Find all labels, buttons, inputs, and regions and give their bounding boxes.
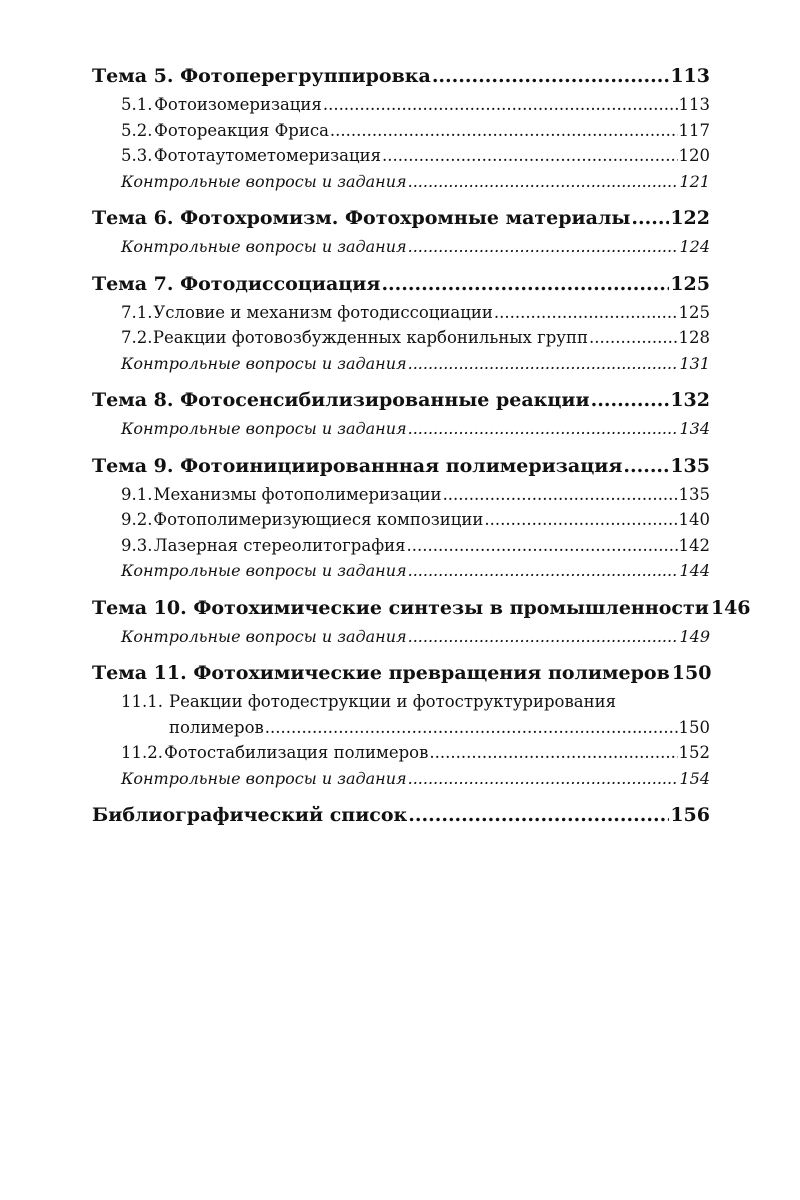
toc-page-number: 113 <box>670 65 710 87</box>
toc-review-questions[interactable] <box>92 766 710 792</box>
dot-leader <box>408 351 679 377</box>
toc-subitem-title: Контрольные вопросы и задания <box>121 561 407 580</box>
toc-topic-title: Тема 6. Фотохромизм. Фотохромные материалы <box>92 207 631 229</box>
dot-leader <box>408 234 679 260</box>
toc-topic-title: Библиографический список <box>92 804 408 826</box>
toc-topic-heading[interactable] <box>92 202 710 234</box>
toc-subitem[interactable] <box>92 533 710 559</box>
toc-subitem-number: 9.3. <box>121 535 153 555</box>
dot-leader <box>589 325 678 351</box>
toc-page-number: 140 <box>678 510 710 529</box>
toc-page-number: 150 <box>671 662 712 684</box>
toc-review-questions[interactable] <box>92 169 710 195</box>
toc-subitem-number: 7.2. <box>121 328 153 347</box>
toc-subitem-number: 11.1. <box>121 692 163 711</box>
toc-page-number: 149 <box>679 626 710 646</box>
toc-page-number: 134 <box>679 419 710 438</box>
dot-leader <box>623 450 669 482</box>
dot-leader <box>407 533 678 559</box>
dot-leader <box>631 202 669 234</box>
dot-leader <box>408 558 679 584</box>
toc-topic-heading[interactable] <box>92 450 710 482</box>
toc-topic-heading[interactable] <box>92 60 710 92</box>
toc-review-questions[interactable] <box>92 351 710 377</box>
toc-page-number: 113 <box>678 95 710 114</box>
toc-topic-title: Тема 11. Фотохимические превращения полимеров <box>92 662 670 684</box>
toc-page-number: 152 <box>678 743 710 762</box>
toc-subitem-title: Реакции фотовозбужденных карбонильных групп <box>152 328 588 347</box>
toc-subitem-number: 11.2. <box>121 743 163 762</box>
toc-subitem-title: Реакции фотодеструкции и фотоструктурирования <box>168 692 617 711</box>
toc-page-number: 154 <box>679 768 710 788</box>
toc-topic-heading[interactable] <box>92 799 710 831</box>
dot-leader <box>408 624 679 650</box>
toc-page-number: 132 <box>670 389 710 411</box>
toc-subitem-title: Контрольные вопросы и задания <box>121 419 407 438</box>
toc-subitem-number: 5.2. <box>121 120 153 140</box>
toc-page-number: 150 <box>678 717 710 737</box>
dot-leader <box>494 300 678 326</box>
toc-page-number: 121 <box>679 171 710 191</box>
toc-topic-heading[interactable] <box>92 384 710 416</box>
toc-page-number: 156 <box>670 804 710 826</box>
toc-page-number: 117 <box>678 120 710 140</box>
dot-leader <box>330 118 678 144</box>
toc-subitem[interactable] <box>92 118 710 144</box>
toc-subitem-title: Контрольные вопросы и задания <box>121 237 407 256</box>
toc-subitem-number: 5.3. <box>121 146 153 165</box>
toc-page-number: 128 <box>678 328 710 347</box>
toc-subitem-number: 5.1. <box>121 95 153 114</box>
toc-page-number: 135 <box>670 454 710 477</box>
toc-subitem-title: Условие и механизм фотодиссоциации <box>153 302 493 322</box>
toc-subitem-title: Фотостабилизация полимеров <box>164 743 429 762</box>
toc-topic-heading[interactable] <box>92 268 710 300</box>
dot-leader <box>265 715 678 741</box>
toc-review-questions[interactable] <box>92 624 710 650</box>
dot-leader <box>408 416 679 442</box>
toc-subitem-title: Контрольные вопросы и задания <box>121 768 407 788</box>
toc-subitem[interactable] <box>92 482 710 508</box>
toc-review-questions[interactable] <box>92 558 710 584</box>
dot-leader <box>443 482 678 508</box>
toc-review-questions[interactable] <box>92 234 710 260</box>
dot-leader <box>323 92 678 118</box>
toc-subitem[interactable] <box>92 740 710 766</box>
dot-leader <box>382 143 677 169</box>
toc-subitem-title: Контрольные вопросы и задания <box>121 626 407 646</box>
toc-subitem[interactable] <box>92 92 710 118</box>
toc-topic-title: Тема 7. Фотодиссоциация <box>92 272 381 295</box>
toc-subitem-number: 7.1. <box>121 302 153 322</box>
toc-subitem[interactable] <box>92 507 710 533</box>
toc-subitem[interactable] <box>92 689 710 715</box>
toc-page-number: 125 <box>670 272 710 295</box>
toc-subitem-continuation[interactable] <box>92 715 710 741</box>
toc-subitem-title: Фотоизомеризация <box>154 95 322 114</box>
dot-leader <box>484 507 677 533</box>
toc-review-questions[interactable] <box>92 416 710 442</box>
toc-page-number: 125 <box>678 302 710 322</box>
toc-topic-title: Тема 9. Фотоинициированнная полимеризация <box>92 454 623 477</box>
dot-leader <box>429 740 677 766</box>
dot-leader <box>408 169 679 195</box>
toc-subitem-number: 9.1. <box>121 484 153 504</box>
toc-page-number: 120 <box>678 146 710 165</box>
toc-subitem-title: Механизмы фотополимеризации <box>153 484 442 504</box>
dot-leader <box>408 766 679 792</box>
toc-topic-title: Тема 10. Фотохимические синтезы в промышленности <box>92 596 709 619</box>
toc-page-number: 131 <box>679 353 710 373</box>
toc-page-number: 142 <box>678 535 710 555</box>
toc-subitem-title-continuation: полимеров <box>169 717 264 737</box>
toc-topic-title: Тема 5. Фотоперегруппировка <box>92 65 431 87</box>
toc-page-number: 122 <box>670 207 710 229</box>
toc-subitem-title: Лазерная стереолитография <box>153 535 406 555</box>
toc-page-number: 146 <box>710 596 751 619</box>
toc-subitem[interactable] <box>92 325 710 351</box>
toc-topic-heading[interactable] <box>92 657 710 689</box>
toc-page-number: 135 <box>678 484 710 504</box>
dot-leader <box>381 268 669 300</box>
toc-subitem[interactable] <box>92 143 710 169</box>
toc-subitem-title: Фотореакция Фриса <box>154 120 329 140</box>
dot-leader <box>432 60 670 92</box>
toc-subitem-number: 9.2. <box>121 510 153 529</box>
toc-topic-title: Тема 8. Фотосенсибилизированные реакции <box>92 389 590 411</box>
toc-subitem-title: Контрольные вопросы и задания <box>121 353 407 373</box>
dot-leader <box>591 384 670 416</box>
toc-subitem-title: Фототаутометомеризация <box>153 146 382 165</box>
dot-leader <box>408 799 669 831</box>
toc-subitem[interactable] <box>92 300 710 326</box>
toc-page-number: 144 <box>679 561 710 580</box>
toc-subitem-title: Фотополимеризующиеся композиции <box>153 510 484 529</box>
toc-topic-heading[interactable] <box>92 592 751 624</box>
toc-page-number: 124 <box>679 237 710 256</box>
toc-subitem-title: Контрольные вопросы и задания <box>121 171 407 191</box>
table-of-contents <box>92 60 751 831</box>
